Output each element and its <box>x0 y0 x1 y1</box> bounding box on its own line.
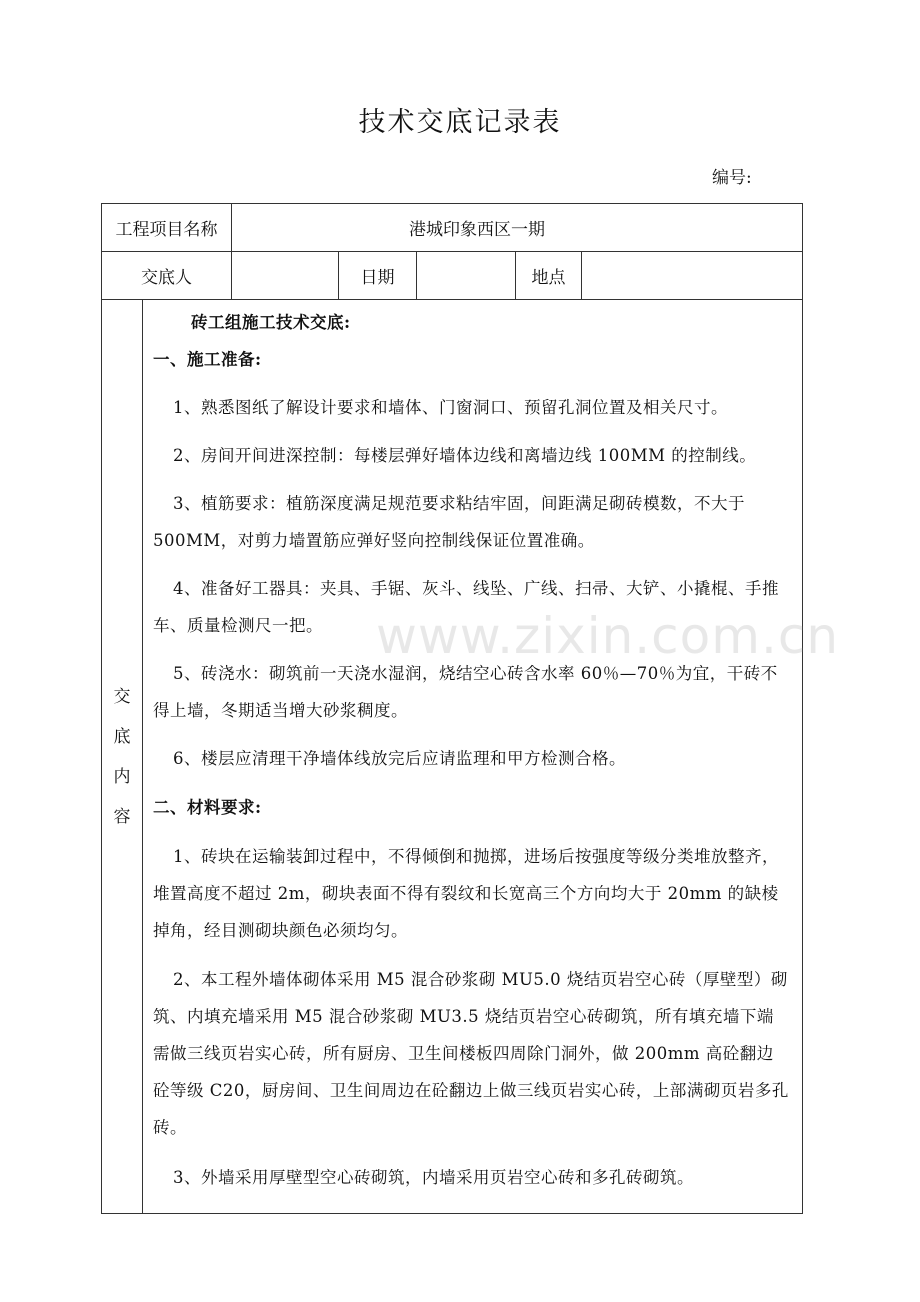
section-1-item: 2、房间开间进深控制：每楼层弹好墙体边线和离墙边线 100MM 的控制线。 <box>173 446 757 465</box>
side-char: 交 <box>113 686 131 707</box>
serial-number-label: 编号: <box>712 168 752 188</box>
section-2-item: 3、外墙采用厚壁型空心砖砌筑，内墙采用页岩空心砖和多孔砖砌筑。 <box>173 1168 694 1187</box>
side-char: 底 <box>113 726 131 747</box>
watermark: www.zixin.com.cn <box>376 607 840 665</box>
content-intro: 砖工组施工技术交底: <box>191 313 351 332</box>
section-1-title: 一、施工准备: <box>153 350 262 369</box>
side-char: 内 <box>113 766 131 787</box>
section-1-item: 1、熟悉图纸了解设计要求和墙体、门窗洞口、预留孔洞位置及相关尺寸。 <box>173 398 728 417</box>
section-2-title: 二、材料要求: <box>153 798 262 817</box>
project-name-label: 工程项目名称 <box>102 204 232 252</box>
section-1-item: 6、楼层应清理干净墙体线放完后应请监理和甲方检测合格。 <box>173 749 626 768</box>
section-1-item: 5、砖浇水：砌筑前一天浇水湿润，烧结空心砖含水率 60％—70％为宜，干砖不得上墙，冬期适当增大砂浆稠度。 <box>153 664 778 720</box>
section-2-item: 2、本工程外墙体砌体采用 M5 混合砂浆砌 MU5.0 烧结页岩空心砖（厚壁型）砌筑、内填充墙采用 M5 混合砂浆砌 MU3.5 烧结页岩空心砖砌筑，所有填充墙下端需做三线页岩实心砖，所有厨房、卫生间楼板四周除门洞外，做 200mm 高砼翻边砼等级 C20，厨房间、卫生间周边在砼翻边上做三线页岩实心砖，上部满砌页岩多孔砖。 <box>153 970 789 1137</box>
section-2-item: 1、砖块在运输装卸过程中，不得倾倒和抛掷，进场后按强度等级分类堆放整齐，堆置高度不超过 2m，砌块表面不得有裂纹和长宽高三个方向均大于 20mm 的缺棱掉角，经目测砌块颜色必须均匀。 <box>153 847 779 940</box>
section-1-item: 3、植筋要求：植筋深度满足规范要求粘结牢固，间距满足砌砖模数，不大于 500MM，对剪力墙置筋应弹好竖向控制线保证位置准确。 <box>153 494 745 550</box>
disclosure-record-table <box>101 203 803 1214</box>
presenter-label: 交底人 <box>102 252 232 300</box>
location-label: 地点 <box>516 252 582 300</box>
disclosure-content-side-label <box>102 300 143 1214</box>
disclosure-content <box>143 300 803 1214</box>
date-value-cell[interactable] <box>417 252 516 300</box>
document-title: 技术交底记录表 <box>358 107 562 138</box>
presenter-value-cell[interactable] <box>232 252 339 300</box>
location-value-cell[interactable] <box>582 252 803 300</box>
project-name-value: 港城印象西区一期 <box>232 204 803 252</box>
side-char: 容 <box>113 806 131 827</box>
date-label: 日期 <box>339 252 417 300</box>
section-1-item: 4、准备好工器具：夹具、手锯、灰斗、线坠、广线、扫帚、大铲、小撬棍、手推车、质量检测尺一把。 <box>153 579 779 635</box>
